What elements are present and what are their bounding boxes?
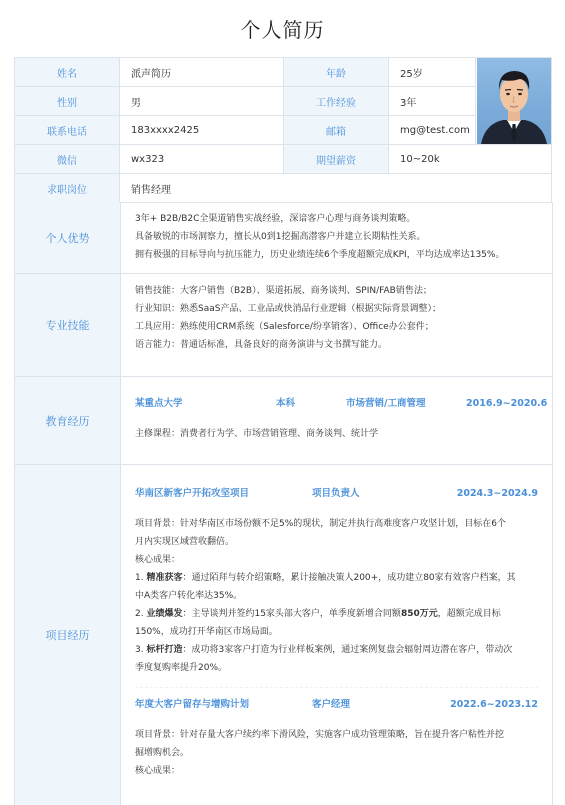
name-value: 派声简历 — [120, 58, 284, 87]
school-name: 某重点大学 — [135, 398, 183, 409]
education-section — [15, 377, 552, 465]
phone-value: 183xxxx2425 — [120, 116, 284, 145]
education-header — [135, 395, 547, 413]
education-period: 2016.9~2020.6 — [466, 398, 548, 409]
project-role: 客户经理 — [312, 699, 351, 710]
avatar — [477, 58, 551, 144]
degree: 本科 — [276, 398, 296, 409]
project-role: 项目负责人 — [312, 488, 360, 499]
project-name: 华南区新客户开拓攻坚项目 — [135, 488, 250, 499]
basic-info-table — [14, 57, 552, 203]
project-background: 月内实现区域营收翻倍。 — [135, 537, 235, 547]
project-background: 项目背景：针对华南区市场份额不足5%的现状，制定并执行高难度客户攻坚计划，目标在6个 — [135, 519, 507, 529]
wechat-label: 微信 — [15, 145, 120, 174]
wechat-value: wx323 — [120, 145, 284, 174]
project-period: 2024.3~2024.9 — [456, 488, 538, 499]
name-label: 姓名 — [15, 58, 120, 87]
courses: 主修课程：消费者行为学、市场营销管理、商务谈判、统计学 — [135, 429, 379, 439]
skill-line: 行业知识：熟悉SaaS产品、工业品或快消品行业逻辑（根据实际背景调整）； — [135, 304, 441, 314]
gender-label: 性别 — [15, 87, 120, 116]
advantage-section — [15, 202, 552, 274]
gender-value: 男 — [120, 87, 284, 116]
project-header — [135, 485, 538, 503]
skill-line: 语言能力：普通话标准，具备良好的商务演讲与文书撰写能力。 — [135, 340, 388, 350]
advantage-line: 具备敏锐的市场洞察力，擅长从0到1挖掘高潜客户并建立长期粘性关系。 — [135, 232, 426, 242]
skills-section — [15, 274, 552, 377]
experience-value: 3年 — [389, 87, 476, 116]
result-item: 1. 精准获客：通过陌拜与转介绍策略，累计接触决策人200+，成功建立80家有效客户档案，其 — [135, 573, 516, 583]
result-label: 核心成果： — [135, 555, 181, 565]
project-header — [135, 696, 538, 714]
result-item-cont: 中A类客户转化率达35%。 — [135, 591, 243, 601]
project-background: 掘增购机会。 — [135, 748, 190, 758]
age-label: 年龄 — [284, 58, 389, 87]
result-item-cont: 150%，成功打开华南区市场局面。 — [135, 627, 278, 637]
advantage-label: 个人优势 — [15, 202, 121, 273]
project-background: 项目背景：针对存量大客户续约率下滑风险，实施客户成功管理策略，旨在提升客户粘性并挖 — [135, 730, 505, 740]
result-label: 核心成果： — [135, 766, 181, 776]
major: 市场营销/工商管理 — [346, 398, 426, 409]
experience-label: 工作经验 — [284, 87, 389, 116]
result-item-cont: 季度复购率提升20%。 — [135, 663, 228, 673]
education-label: 教育经历 — [15, 377, 121, 464]
skill-line: 工具应用：熟练使用CRM系统（Salesforce/纷享销客）、Office办公套件； — [135, 322, 434, 332]
projects-section — [15, 465, 552, 805]
resume-sections — [14, 202, 553, 805]
email-value: mg@test.com — [389, 116, 476, 145]
projects-label: 项目经历 — [15, 465, 121, 805]
page-title: 个人简历 — [240, 18, 325, 42]
result-item: 2. 业绩爆发：主导谈判并签约15家头部大客户，单季度新增合同额850万元，超额完成目标 — [135, 609, 501, 619]
position-value: 销售经理 — [120, 174, 552, 203]
email-label: 邮箱 — [284, 116, 389, 145]
project-name: 年度大客户留存与增购计划 — [135, 699, 250, 710]
phone-label: 联系电话 — [15, 116, 120, 145]
advantage-line: 3年+ B2B/B2C全渠道销售实战经验，深谙客户心理与商务谈判策略。 — [135, 214, 416, 224]
position-label: 求职岗位 — [15, 174, 120, 203]
age-value: 25岁 — [389, 58, 476, 87]
advantage-line: 拥有极强的目标导向与抗压能力，历史业绩连续6个季度超额完成KPI，平均达成率达135%。 — [135, 250, 505, 260]
skills-label: 专业技能 — [15, 274, 121, 376]
project-period: 2022.6~2023.12 — [450, 699, 538, 710]
salary-label: 期望薪资 — [284, 145, 389, 174]
photo-cell — [476, 58, 552, 145]
result-item: 3. 标杆打造：成功将3家客户打造为行业样板案例，通过案例复盘会辐射周边潜在客户，带动次 — [135, 645, 513, 655]
salary-value: 10~20k — [389, 145, 552, 174]
skill-line: 销售技能：大客户销售（B2B）、渠道拓展、商务谈判、SPIN/FAB销售法； — [135, 286, 432, 296]
